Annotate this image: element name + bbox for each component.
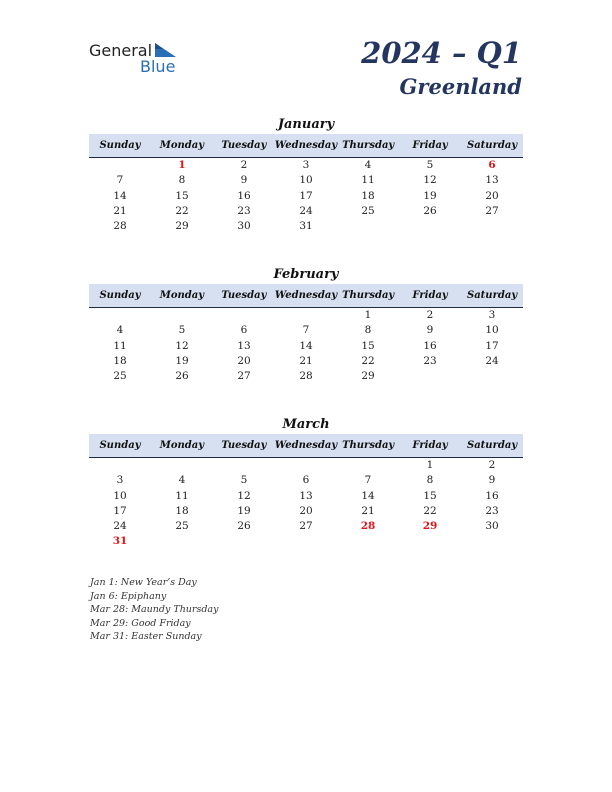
day-cell: 16 xyxy=(237,189,251,202)
weekday-label: Monday xyxy=(159,440,205,451)
holiday-note: Mar 29: Good Friday xyxy=(90,617,191,629)
day-cell: 19 xyxy=(175,354,189,367)
weekday-label: Thursday xyxy=(342,290,395,301)
day-cell: 18 xyxy=(113,354,127,367)
weekday-label: Friday xyxy=(412,440,448,451)
day-cell xyxy=(275,308,337,323)
day-cell: 12 xyxy=(175,339,189,352)
weekday-label: Wednesday xyxy=(274,440,338,451)
day-cell: 13 xyxy=(299,489,313,502)
day-cell xyxy=(213,308,275,323)
day-cell: 28 xyxy=(113,220,127,233)
day-cell xyxy=(399,369,461,384)
week-row xyxy=(89,189,523,204)
day-cell: 24 xyxy=(299,204,313,217)
day-cell: 21 xyxy=(361,504,375,517)
day-cell: 3 xyxy=(116,474,124,487)
weekday-header xyxy=(89,134,523,158)
day-cell: 27 xyxy=(237,370,251,383)
day-cell: 16 xyxy=(485,489,499,502)
holiday-note: Jan 6: Epiphany xyxy=(90,590,167,602)
day-cell: 4 xyxy=(178,474,186,487)
day-cell: 9 xyxy=(488,474,496,487)
day-cell: 6 xyxy=(488,159,496,171)
day-cell: 24 xyxy=(113,520,127,533)
day-cell: 10 xyxy=(113,489,127,502)
weekday-label: Friday xyxy=(412,290,448,301)
day-cell: 26 xyxy=(237,520,251,533)
day-cell: 16 xyxy=(423,339,437,352)
day-cell xyxy=(89,458,151,473)
day-cell: 26 xyxy=(175,370,189,383)
day-cell: 15 xyxy=(423,489,437,502)
week-row xyxy=(89,308,523,323)
weekday-label: Sunday xyxy=(99,140,141,151)
day-cell: 30 xyxy=(485,520,499,533)
day-cell: 22 xyxy=(175,204,189,217)
month-title: February xyxy=(273,267,339,282)
day-cell: 20 xyxy=(237,354,251,367)
day-cell: 9 xyxy=(240,174,248,187)
weekday-label: Thursday xyxy=(342,440,395,451)
weekday-label: Saturday xyxy=(466,440,518,451)
day-cell: 31 xyxy=(112,535,128,548)
week-row xyxy=(89,489,523,504)
day-cell xyxy=(337,534,399,549)
weekday-label: Saturday xyxy=(466,140,518,151)
week-row xyxy=(89,354,523,369)
week-row xyxy=(89,204,523,219)
day-cell: 25 xyxy=(361,204,375,217)
week-row xyxy=(89,473,523,488)
page-title: 2024 – Q1 xyxy=(361,36,522,70)
logo-word-general: General xyxy=(89,41,153,60)
day-cell: 14 xyxy=(299,339,313,352)
month-february xyxy=(89,266,523,384)
week-row xyxy=(89,369,523,384)
day-cell: 8 xyxy=(178,174,186,187)
day-cell: 25 xyxy=(175,520,189,533)
day-cell: 5 xyxy=(240,474,248,487)
day-cell: 5 xyxy=(178,324,186,337)
day-cell xyxy=(213,534,275,549)
week-row xyxy=(89,458,523,473)
day-cell: 3 xyxy=(302,159,310,171)
day-cell: 1 xyxy=(364,309,372,321)
day-cell: 10 xyxy=(299,174,313,187)
week-row xyxy=(89,219,523,234)
day-cell: 18 xyxy=(361,189,375,202)
holiday-note: Mar 31: Easter Sunday xyxy=(90,631,202,643)
day-cell: 25 xyxy=(113,370,127,383)
day-cell: 7 xyxy=(364,474,372,487)
day-cell xyxy=(89,158,151,173)
day-cell: 8 xyxy=(364,324,372,337)
day-cell: 7 xyxy=(116,174,124,187)
day-cell: 13 xyxy=(485,174,499,187)
week-row xyxy=(89,504,523,519)
day-cell: 5 xyxy=(426,159,434,171)
day-cell xyxy=(213,458,275,473)
day-cell xyxy=(461,369,523,384)
day-cell: 2 xyxy=(240,159,248,171)
month-title: January xyxy=(277,117,335,132)
weekday-label: Thursday xyxy=(342,140,395,151)
day-cell: 6 xyxy=(302,474,310,487)
day-cell xyxy=(275,458,337,473)
weekday-label: Monday xyxy=(159,290,205,301)
day-cell: 22 xyxy=(423,504,437,517)
generalblue-logo xyxy=(89,40,189,80)
weekday-header xyxy=(89,284,523,308)
day-cell xyxy=(151,308,213,323)
day-cell: 7 xyxy=(302,324,310,337)
week-row xyxy=(89,323,523,338)
holiday-note: Jan 1: New Year’s Day xyxy=(90,577,197,588)
weekday-label: Monday xyxy=(159,140,205,151)
day-cell: 23 xyxy=(237,204,251,217)
day-cell: 17 xyxy=(485,339,499,352)
day-cell: 27 xyxy=(485,204,499,217)
day-cell: 4 xyxy=(116,324,124,337)
day-cell xyxy=(337,458,399,473)
day-cell: 2 xyxy=(488,459,496,471)
month-title: March xyxy=(282,417,330,432)
day-cell: 27 xyxy=(299,520,313,533)
day-cell: 12 xyxy=(423,174,437,187)
day-cell: 11 xyxy=(361,174,375,187)
weekday-label: Sunday xyxy=(99,440,141,451)
day-cell xyxy=(337,219,399,234)
day-cell xyxy=(151,458,213,473)
day-cell: 18 xyxy=(175,504,189,517)
weekday-label: Tuesday xyxy=(221,440,267,451)
day-cell: 26 xyxy=(423,204,437,217)
day-cell: 22 xyxy=(361,354,375,367)
day-cell: 23 xyxy=(423,354,437,367)
day-cell: 14 xyxy=(361,489,375,502)
day-cell: 31 xyxy=(299,220,313,233)
day-cell: 20 xyxy=(485,189,499,202)
holiday-note: Mar 28: Maundy Thursday xyxy=(90,604,219,616)
day-cell: 24 xyxy=(485,354,499,367)
day-cell: 6 xyxy=(240,324,248,337)
day-cell: 3 xyxy=(488,309,496,321)
week-row xyxy=(89,158,523,173)
week-row xyxy=(89,534,523,549)
day-cell: 19 xyxy=(237,504,251,517)
day-cell xyxy=(461,534,523,549)
day-cell: 17 xyxy=(299,189,313,202)
day-cell: 1 xyxy=(178,159,186,171)
day-cell: 20 xyxy=(299,504,313,517)
day-cell: 4 xyxy=(364,159,372,171)
page-subtitle: Greenland xyxy=(399,74,522,99)
day-cell: 28 xyxy=(299,370,313,383)
week-row xyxy=(89,519,523,534)
month-march xyxy=(89,416,523,550)
day-cell: 21 xyxy=(113,204,127,217)
weekday-label: Wednesday xyxy=(274,290,338,301)
weekday-label: Tuesday xyxy=(221,140,267,151)
day-cell: 17 xyxy=(113,504,127,517)
weekday-label: Friday xyxy=(412,140,448,151)
week-row xyxy=(89,339,523,354)
day-cell: 12 xyxy=(237,489,251,502)
logo-word-blue: Blue xyxy=(140,57,176,76)
day-cell: 28 xyxy=(360,520,376,533)
day-cell: 29 xyxy=(422,520,438,533)
day-cell: 11 xyxy=(113,339,127,352)
day-cell: 11 xyxy=(175,489,189,502)
weekday-label: Sunday xyxy=(99,290,141,301)
day-cell: 19 xyxy=(423,189,437,202)
weekday-label: Saturday xyxy=(466,290,518,301)
day-cell: 30 xyxy=(237,220,251,233)
day-cell: 9 xyxy=(426,324,434,337)
day-cell: 10 xyxy=(485,324,499,337)
day-cell: 15 xyxy=(361,339,375,352)
day-cell: 15 xyxy=(175,189,189,202)
holiday-notes xyxy=(90,576,218,644)
day-cell xyxy=(399,219,461,234)
weekday-header xyxy=(89,434,523,458)
day-cell: 23 xyxy=(485,504,499,517)
weekday-label: Tuesday xyxy=(221,290,267,301)
month-january xyxy=(89,116,523,234)
weekday-label: Wednesday xyxy=(274,140,338,151)
day-cell: 1 xyxy=(426,459,434,471)
day-cell: 21 xyxy=(299,354,313,367)
day-cell: 2 xyxy=(426,309,434,321)
day-cell: 29 xyxy=(361,370,375,383)
day-cell: 8 xyxy=(426,474,434,487)
day-cell xyxy=(89,308,151,323)
day-cell: 13 xyxy=(237,339,251,352)
week-row xyxy=(89,173,523,188)
day-cell xyxy=(399,534,461,549)
day-cell: 14 xyxy=(113,189,127,202)
day-cell xyxy=(151,534,213,549)
day-cell xyxy=(275,534,337,549)
day-cell: 29 xyxy=(175,220,189,233)
day-cell xyxy=(461,219,523,234)
